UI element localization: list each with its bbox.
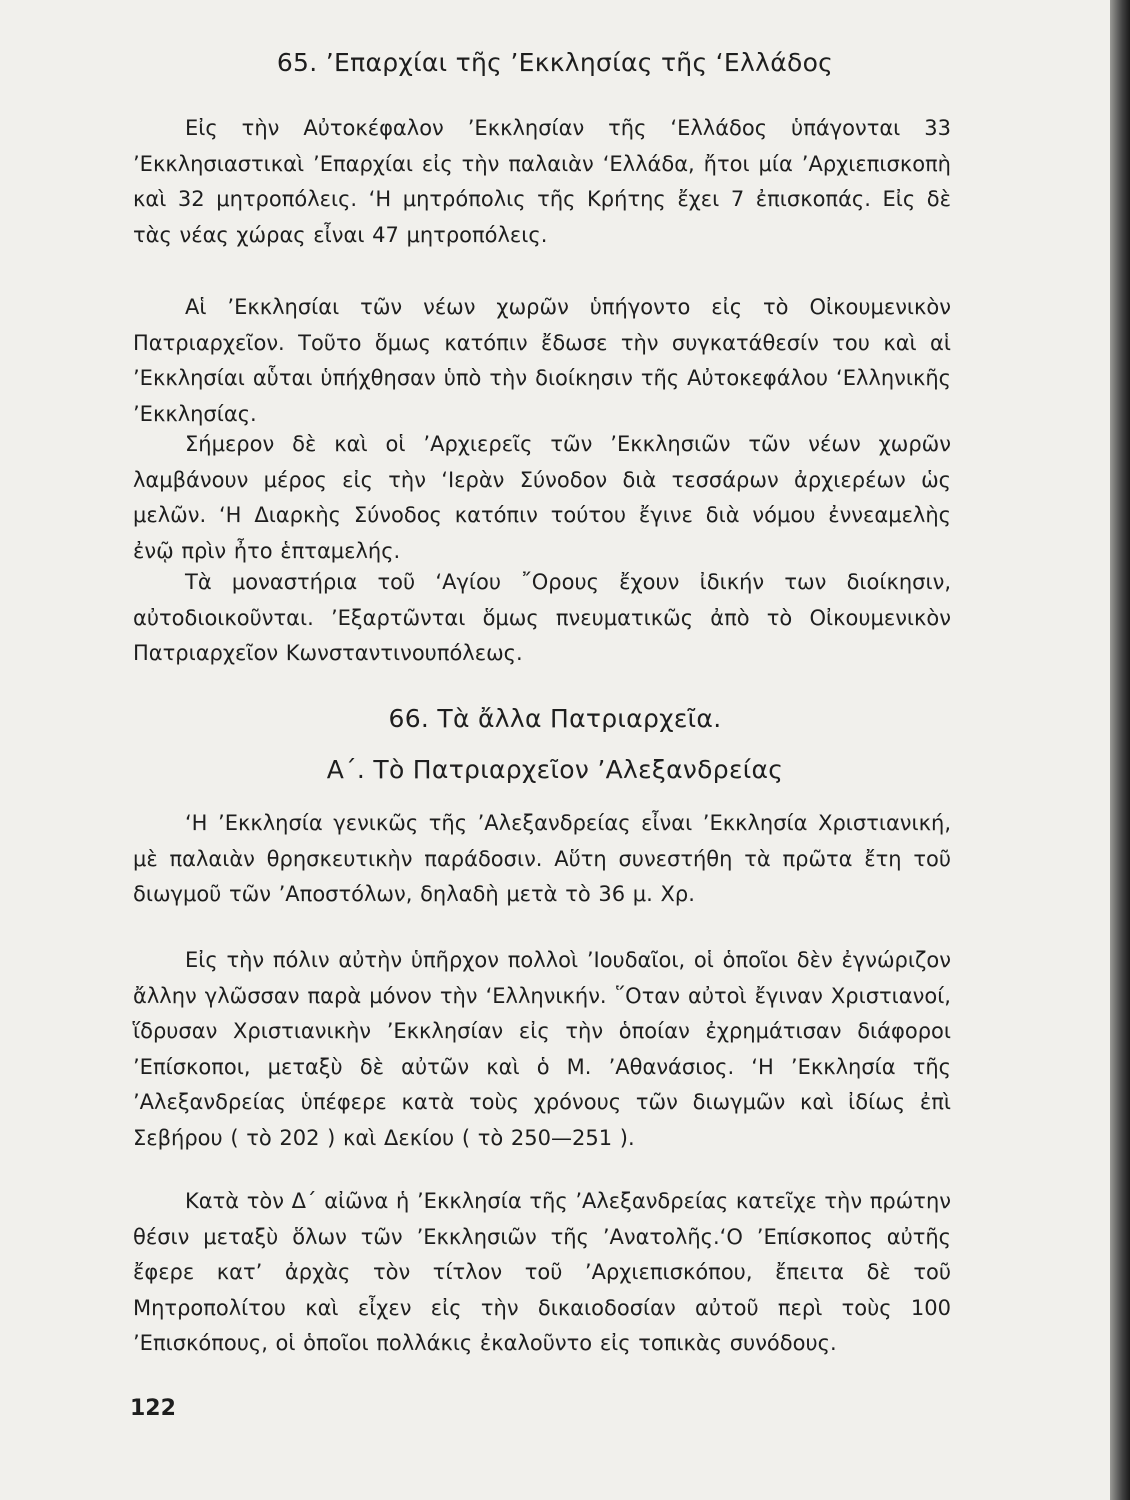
- section-66-title: 66. Τὰ ἄλλα Πατριαρχεῖα.: [388, 704, 722, 733]
- section-66-paragraph-1: ‘Η ’Εκκλησία γενικῶς τῆς ’Αλεξανδρείας εἶναι ’Εκκλησία Χριστιανική, μὲ παλαιὰν θρησκευτικὴν παράδοσιν. Αὕτη συνεστήθη τὰ πρῶτα ἔτη τοῦ διωγμοῦ τῶν ’Αποστόλων, δηλαδὴ μετὰ τὸ 36 μ. Χρ.: [133, 811, 951, 906]
- page-number: 122: [130, 1396, 176, 1421]
- section-65-title: 65. ’Επαρχίαι τῆς ’Εκκλησίας τῆς ‘Ελλάδος: [276, 48, 834, 77]
- section-65-paragraph-3: Σήμερον δὲ καὶ οἱ ’Αρχιερεῖς τῶν ’Εκκλησιῶν τῶν νέων χωρῶν λαμβάνουν μέρος εἰς τὴν ‘Ιερὰν Σύνοδον διὰ τεσσάρων ἀρχιερέων ὡς μελῶν. ‘Η Διαρκὴς Σύνοδος κατόπιν τούτου ἔγινε διὰ νόμου ἐννεαμελὴς ἐνῷ πρὶν ἦτο ἑπταμελής.: [133, 432, 951, 563]
- section-65-paragraph-4: Τὰ μοναστήρια τοῦ ‘Αγίου ῎Ορους ἔχουν ἰδικήν των διοίκησιν, αὐτοδιοικοῦνται. ’Εξαρτῶνται ὅμως πνευματικῶς ἀπὸ τὸ Οἰκουμενικὸν Πατριαρχεῖον Κωνσταντινουπόλεως.: [133, 570, 951, 665]
- section-66-subtitle: Α΄. Τὸ Πατριαρχεῖον ’Αλεξανδρείας: [326, 755, 784, 784]
- section-65-paragraph-2: Αἱ ’Εκκλησίαι τῶν νέων χωρῶν ὑπήγοντο εἰς τὸ Οἰκουμενικὸν Πατριαρχεῖον. Τοῦτο ὅμως κατόπιν ἔδωσε τὴν συγκατάθεσίν του καὶ αἱ ’Εκκλησίαι αὗται ὑπήχθησαν ὑπὸ τὴν διοίκησιν τῆς Αὐτοκεφάλου ‘Ελληνικῆς ’Εκκλησίας.: [133, 295, 951, 426]
- section-66-paragraph-3: Κατὰ τὸν Δ΄ αἰῶνα ἡ ’Εκκλησία τῆς ’Αλεξανδρείας κατεῖχε τὴν πρώτην θέσιν μεταξὺ ὅλων τῶν ’Εκκλησιῶν τῆς ’Ανατολῆς.‘Ο ’Επίσκοπος αὐτῆς ἔφερε κατ’ ἀρχὰς τὸν τίτλον τοῦ ’Αρχιεπισκόπου, ἔπειτα δὲ τοῦ Μητροπολίτου καὶ εἶχεν εἰς τὴν δικαιοδοσίαν αὐτοῦ περὶ τοὺς 100 ’Επισκόπους, οἱ ὁποῖοι πολλάκις ἐκαλοῦντο εἰς τοπικὰς συνόδους.: [133, 1189, 951, 1355]
- book-edge: [1110, 0, 1130, 1500]
- section-65-paragraph-1: Εἰς τὴν Αὐτοκέφαλον ’Εκκλησίαν τῆς ‘Ελλάδος ὑπάγονται 33 ’Εκκλησιαστικαὶ ’Επαρχίαι εἰς τὴν παλαιὰν ‘Ελλάδα, ἤτοι μία ’Αρχιεπισκοπὴ καὶ 32 μητροπόλεις. ‘Η μητρόπολις τῆς Κρήτης ἔχει 7 ἐπισκοπάς. Εἰς δὲ τὰς νέας χώρας εἶναι 47 μητροπόλεις.: [133, 116, 951, 247]
- section-66-paragraph-2: Εἰς τὴν πόλιν αὐτὴν ὑπῆρχον πολλοὶ ’Ιουδαῖοι, οἱ ὁποῖοι δὲν ἐγνώριζον ἄλλην γλῶσσαν παρὰ μόνον τὴν ‘Ελληνικήν. ῞Οταν αὐτοὶ ἔγιναν Χριστιανοί, ἵδρυσαν Χριστιανικὴν ’Εκκλησίαν εἰς τὴν ὁποίαν ἐχρημάτισαν διάφοροι ’Επίσκοποι, μεταξὺ δὲ αὐτῶν καὶ ὁ Μ. ’Αθανάσιος. ‘Η ’Εκκλησία τῆς ’Αλεξανδρείας ὑπέφερε κατὰ τοὺς χρόνους τῶν διωγμῶν καὶ ἰδίως ἐπὶ Σεβήρου ( τὸ 202 ) καὶ Δεκίου ( τὸ 250—251 ).: [133, 948, 951, 1150]
